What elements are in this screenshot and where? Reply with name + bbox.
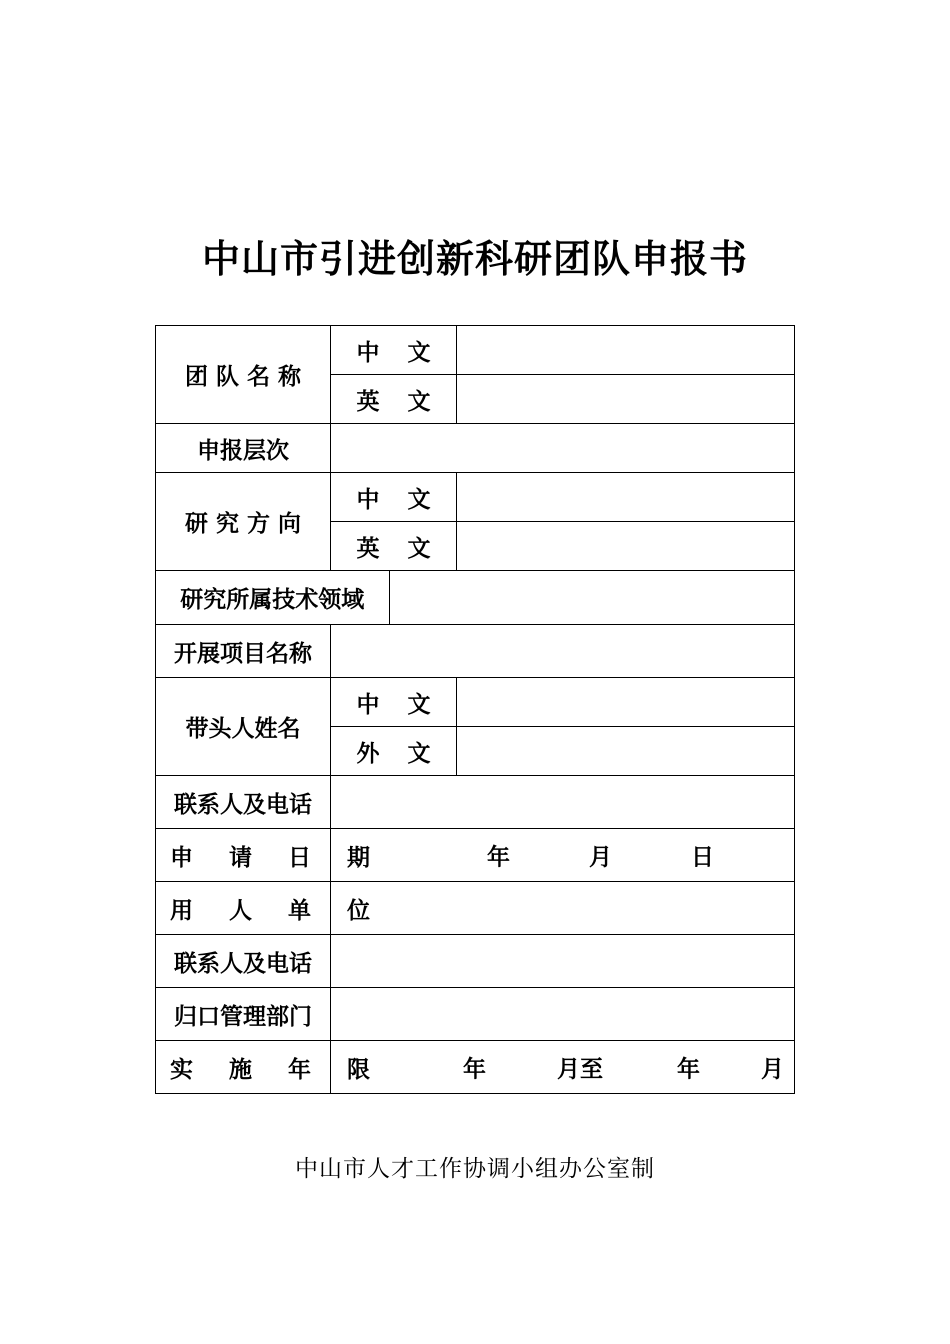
- project-name-field[interactable]: [331, 625, 795, 678]
- project-name-label: 开展项目名称: [156, 625, 331, 678]
- leader-name-zh-field[interactable]: [457, 678, 795, 727]
- period-month-end: 月: [761, 1055, 784, 1083]
- contact-2-label: 联系人及电话: [156, 935, 331, 988]
- team-name-en-field[interactable]: [457, 375, 795, 424]
- apply-date-month: 月: [589, 843, 612, 871]
- team-name-zh-field[interactable]: [457, 326, 795, 375]
- department-label: 归口管理部门: [156, 988, 331, 1041]
- tech-field-row: [156, 571, 795, 625]
- team-name-en-label: 英 文: [331, 375, 457, 424]
- level-field[interactable]: [331, 424, 795, 473]
- department-field[interactable]: [331, 988, 795, 1041]
- contact-1-label: 联系人及电话: [156, 776, 331, 829]
- period-month-to: 月至: [557, 1055, 603, 1083]
- period-year-start: 年: [463, 1055, 486, 1083]
- team-name-zh-label: 中 文: [331, 326, 457, 375]
- team-name-label: 团 队 名 称: [156, 326, 331, 424]
- research-direction-en-label: 英 文: [331, 522, 457, 571]
- apply-date-label: 申 请 日 期: [156, 829, 331, 882]
- contact-2-field[interactable]: [331, 935, 795, 988]
- leader-name-zh-label: 中 文: [331, 678, 457, 727]
- application-form: [155, 325, 795, 1094]
- research-direction-label: 研 究 方 向: [156, 473, 331, 571]
- apply-date-field[interactable]: [331, 829, 795, 882]
- level-label: 申报层次: [156, 424, 331, 473]
- employer-field[interactable]: [331, 882, 795, 935]
- period-field[interactable]: [331, 1041, 795, 1094]
- research-direction-zh-label: 中 文: [331, 473, 457, 522]
- period-label: 实 施 年 限: [156, 1041, 331, 1094]
- document-title: 中山市引进创新科研团队申报书: [201, 237, 748, 281]
- apply-date-day: 日: [691, 843, 714, 871]
- period-year-end: 年: [677, 1055, 700, 1083]
- contact-1-field[interactable]: [331, 776, 795, 829]
- research-direction-zh-field[interactable]: [457, 473, 795, 522]
- tech-field-label: 研究所属技术领域: [180, 586, 365, 613]
- document-footer: 中山市人才工作协调小组办公室制: [295, 1156, 655, 1182]
- research-direction-en-field[interactable]: [457, 522, 795, 571]
- leader-name-foreign-label: 外 文: [331, 727, 457, 776]
- employer-label: 用 人 单 位: [156, 882, 331, 935]
- leader-name-label: 带头人姓名: [156, 678, 331, 776]
- tech-field-field[interactable]: [389, 571, 794, 624]
- leader-name-foreign-field[interactable]: [457, 727, 795, 776]
- apply-date-year: 年: [487, 843, 510, 871]
